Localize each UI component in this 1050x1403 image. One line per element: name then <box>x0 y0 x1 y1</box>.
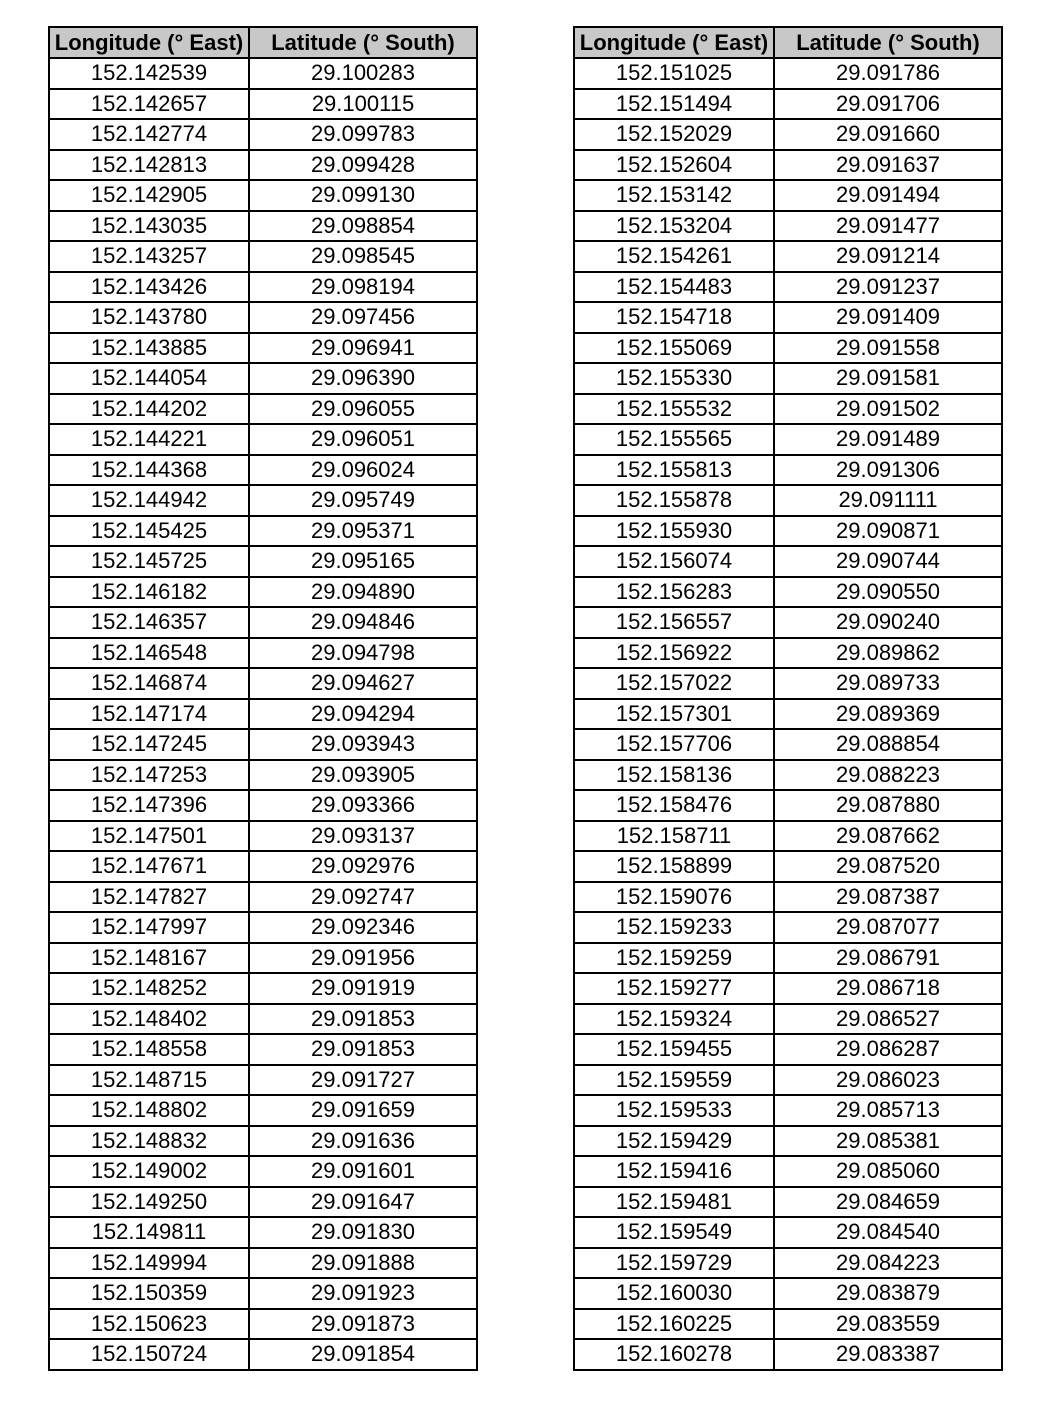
table-row <box>49 455 477 486</box>
latitude-cell: 29.090550 <box>774 577 1002 608</box>
longitude-cell: 152.143035 <box>49 211 249 242</box>
longitude-cell: 152.150623 <box>49 1309 249 1340</box>
longitude-cell: 152.144221 <box>49 424 249 455</box>
table-row <box>574 760 1002 791</box>
latitude-cell: 29.089733 <box>774 668 1002 699</box>
table-row <box>49 363 477 394</box>
latitude-cell: 29.091786 <box>774 58 1002 89</box>
longitude-cell: 152.159324 <box>574 1004 774 1035</box>
latitude-cell: 29.090240 <box>774 607 1002 638</box>
longitude-cell: 152.157301 <box>574 699 774 730</box>
coordinates-table-right <box>573 26 1003 1371</box>
table-row <box>49 577 477 608</box>
table-row <box>49 1309 477 1340</box>
table-row <box>49 302 477 333</box>
longitude-cell: 152.143885 <box>49 333 249 364</box>
latitude-cell: 29.084659 <box>774 1187 1002 1218</box>
longitude-cell: 152.155565 <box>574 424 774 455</box>
longitude-cell: 152.155878 <box>574 485 774 516</box>
latitude-cell: 29.087077 <box>774 912 1002 943</box>
latitude-cell: 29.096055 <box>249 394 477 425</box>
table-row <box>574 607 1002 638</box>
latitude-cell: 29.100283 <box>249 58 477 89</box>
latitude-cell: 29.091853 <box>249 1034 477 1065</box>
latitude-cell: 29.087387 <box>774 882 1002 913</box>
longitude-cell: 152.154261 <box>574 241 774 272</box>
table-row <box>574 272 1002 303</box>
latitude-cell: 29.086023 <box>774 1065 1002 1096</box>
table-row <box>574 211 1002 242</box>
latitude-cell: 29.088223 <box>774 760 1002 791</box>
latitude-cell: 29.086287 <box>774 1034 1002 1065</box>
longitude-cell: 152.144942 <box>49 485 249 516</box>
latitude-cell: 29.091647 <box>249 1187 477 1218</box>
table-row <box>49 58 477 89</box>
table-row <box>574 180 1002 211</box>
longitude-cell: 152.145425 <box>49 516 249 547</box>
table-row <box>574 516 1002 547</box>
table-row <box>574 1217 1002 1248</box>
longitude-cell: 152.149002 <box>49 1156 249 1187</box>
latitude-cell: 29.096024 <box>249 455 477 486</box>
table-row <box>49 424 477 455</box>
longitude-cell: 152.159729 <box>574 1248 774 1279</box>
longitude-cell: 152.159429 <box>574 1126 774 1157</box>
table-row <box>574 485 1002 516</box>
coordinates-table-left <box>48 26 478 1371</box>
latitude-cell: 29.086527 <box>774 1004 1002 1035</box>
latitude-cell: 29.095749 <box>249 485 477 516</box>
latitude-cell: 29.091306 <box>774 455 1002 486</box>
latitude-cell: 29.091237 <box>774 272 1002 303</box>
longitude-cell: 152.146357 <box>49 607 249 638</box>
latitude-cell: 29.085060 <box>774 1156 1002 1187</box>
latitude-cell: 29.091888 <box>249 1248 477 1279</box>
longitude-cell: 152.158711 <box>574 821 774 852</box>
latitude-cell: 29.095165 <box>249 546 477 577</box>
table-row <box>49 638 477 669</box>
longitude-cell: 152.154718 <box>574 302 774 333</box>
longitude-cell: 152.146182 <box>49 577 249 608</box>
latitude-cell: 29.083879 <box>774 1278 1002 1309</box>
longitude-cell: 152.160030 <box>574 1278 774 1309</box>
longitude-cell: 152.143780 <box>49 302 249 333</box>
longitude-cell: 152.148167 <box>49 943 249 974</box>
latitude-cell: 29.098854 <box>249 211 477 242</box>
latitude-cell: 29.096051 <box>249 424 477 455</box>
latitude-cell: 29.091409 <box>774 302 1002 333</box>
table-row <box>49 211 477 242</box>
longitude-cell: 152.143257 <box>49 241 249 272</box>
latitude-cell: 29.091214 <box>774 241 1002 272</box>
latitude-cell: 29.091854 <box>249 1339 477 1370</box>
longitude-cell: 152.142539 <box>49 58 249 89</box>
table-row <box>49 1156 477 1187</box>
table-row <box>574 1065 1002 1096</box>
latitude-cell: 29.088854 <box>774 729 1002 760</box>
longitude-cell: 152.155930 <box>574 516 774 547</box>
table-row <box>574 363 1002 394</box>
longitude-cell: 152.147671 <box>49 851 249 882</box>
longitude-cell: 152.160278 <box>574 1339 774 1370</box>
latitude-cell: 29.092747 <box>249 882 477 913</box>
longitude-cell: 152.156557 <box>574 607 774 638</box>
longitude-cell: 152.150359 <box>49 1278 249 1309</box>
longitude-header: Longitude (° East) <box>574 27 774 58</box>
latitude-cell: 29.095371 <box>249 516 477 547</box>
longitude-cell: 152.159277 <box>574 973 774 1004</box>
table-row <box>574 302 1002 333</box>
longitude-cell: 152.147396 <box>49 790 249 821</box>
table-row <box>574 821 1002 852</box>
latitude-cell: 29.091601 <box>249 1156 477 1187</box>
latitude-cell: 29.089862 <box>774 638 1002 669</box>
table-row <box>574 1126 1002 1157</box>
latitude-cell: 29.098194 <box>249 272 477 303</box>
table-row <box>574 424 1002 455</box>
latitude-cell: 29.093137 <box>249 821 477 852</box>
table-row <box>574 546 1002 577</box>
table-row <box>574 912 1002 943</box>
table-row <box>49 516 477 547</box>
latitude-cell: 29.096390 <box>249 363 477 394</box>
latitude-cell: 29.091873 <box>249 1309 477 1340</box>
longitude-cell: 152.152604 <box>574 150 774 181</box>
latitude-cell: 29.087520 <box>774 851 1002 882</box>
latitude-cell: 29.096941 <box>249 333 477 364</box>
table-row <box>49 272 477 303</box>
latitude-cell: 29.091494 <box>774 180 1002 211</box>
longitude-cell: 152.157706 <box>574 729 774 760</box>
longitude-cell: 152.148402 <box>49 1004 249 1035</box>
latitude-cell: 29.091637 <box>774 150 1002 181</box>
table-row <box>49 943 477 974</box>
longitude-cell: 152.150724 <box>49 1339 249 1370</box>
longitude-cell: 152.153142 <box>574 180 774 211</box>
latitude-cell: 29.091919 <box>249 973 477 1004</box>
longitude-cell: 152.156283 <box>574 577 774 608</box>
longitude-cell: 152.156074 <box>574 546 774 577</box>
longitude-cell: 152.159416 <box>574 1156 774 1187</box>
longitude-cell: 152.149994 <box>49 1248 249 1279</box>
latitude-cell: 29.086791 <box>774 943 1002 974</box>
latitude-cell: 29.089369 <box>774 699 1002 730</box>
latitude-cell: 29.094890 <box>249 577 477 608</box>
latitude-cell: 29.091956 <box>249 943 477 974</box>
latitude-cell: 29.091727 <box>249 1065 477 1096</box>
table-row <box>49 668 477 699</box>
table-row <box>574 973 1002 1004</box>
longitude-cell: 152.159481 <box>574 1187 774 1218</box>
longitude-cell: 152.155532 <box>574 394 774 425</box>
latitude-header: Latitude (° South) <box>774 27 1002 58</box>
latitude-cell: 29.090744 <box>774 546 1002 577</box>
latitude-cell: 29.084540 <box>774 1217 1002 1248</box>
table-row <box>574 729 1002 760</box>
table-row <box>49 821 477 852</box>
latitude-cell: 29.094846 <box>249 607 477 638</box>
longitude-cell: 152.151494 <box>574 89 774 120</box>
longitude-cell: 152.159455 <box>574 1034 774 1065</box>
table-row <box>574 58 1002 89</box>
table-row <box>49 699 477 730</box>
table-row <box>574 394 1002 425</box>
longitude-cell: 152.147174 <box>49 699 249 730</box>
table-row <box>574 1309 1002 1340</box>
table-row <box>49 1187 477 1218</box>
latitude-cell: 29.091489 <box>774 424 1002 455</box>
table-row <box>49 790 477 821</box>
longitude-cell: 152.151025 <box>574 58 774 89</box>
longitude-cell: 152.155813 <box>574 455 774 486</box>
table-row <box>49 394 477 425</box>
table-row <box>574 150 1002 181</box>
latitude-cell: 29.099428 <box>249 150 477 181</box>
table-row <box>574 1156 1002 1187</box>
latitude-cell: 29.093366 <box>249 790 477 821</box>
latitude-cell: 29.091636 <box>249 1126 477 1157</box>
table-row <box>49 760 477 791</box>
latitude-cell: 29.094294 <box>249 699 477 730</box>
longitude-cell: 152.148558 <box>49 1034 249 1065</box>
table-row <box>49 180 477 211</box>
header-row <box>49 27 477 58</box>
longitude-cell: 152.159259 <box>574 943 774 974</box>
longitude-cell: 152.147997 <box>49 912 249 943</box>
latitude-cell: 29.093905 <box>249 760 477 791</box>
table-row <box>49 1034 477 1065</box>
table-row <box>49 1065 477 1096</box>
longitude-cell: 152.144202 <box>49 394 249 425</box>
table-row <box>49 851 477 882</box>
longitude-cell: 152.158476 <box>574 790 774 821</box>
longitude-cell: 152.152029 <box>574 119 774 150</box>
longitude-cell: 152.147253 <box>49 760 249 791</box>
table-row <box>49 973 477 1004</box>
longitude-cell: 152.142813 <box>49 150 249 181</box>
longitude-cell: 152.147245 <box>49 729 249 760</box>
table-row <box>49 729 477 760</box>
longitude-cell: 152.149811 <box>49 1217 249 1248</box>
table-row <box>574 333 1002 364</box>
latitude-cell: 29.085381 <box>774 1126 1002 1157</box>
table-row <box>49 150 477 181</box>
latitude-cell: 29.091581 <box>774 363 1002 394</box>
longitude-cell: 152.147501 <box>49 821 249 852</box>
longitude-header: Longitude (° East) <box>49 27 249 58</box>
table-row <box>574 851 1002 882</box>
table-row <box>49 89 477 120</box>
latitude-cell: 29.099783 <box>249 119 477 150</box>
table-row <box>574 241 1002 272</box>
latitude-cell: 29.090871 <box>774 516 1002 547</box>
latitude-cell: 29.086718 <box>774 973 1002 1004</box>
table-row <box>49 1217 477 1248</box>
latitude-cell: 29.087880 <box>774 790 1002 821</box>
latitude-cell: 29.085713 <box>774 1095 1002 1126</box>
longitude-cell: 152.144368 <box>49 455 249 486</box>
latitude-cell: 29.094627 <box>249 668 477 699</box>
longitude-cell: 152.149250 <box>49 1187 249 1218</box>
table-row <box>49 333 477 364</box>
table-row <box>574 668 1002 699</box>
longitude-cell: 152.146548 <box>49 638 249 669</box>
table-row <box>49 1126 477 1157</box>
latitude-cell: 29.092976 <box>249 851 477 882</box>
table-row <box>574 1339 1002 1370</box>
latitude-header: Latitude (° South) <box>249 27 477 58</box>
latitude-cell: 29.091502 <box>774 394 1002 425</box>
longitude-cell: 152.145725 <box>49 546 249 577</box>
latitude-cell: 29.091477 <box>774 211 1002 242</box>
latitude-cell: 29.091853 <box>249 1004 477 1035</box>
table-row <box>574 1278 1002 1309</box>
longitude-cell: 152.148252 <box>49 973 249 1004</box>
latitude-cell: 29.091111 <box>774 485 1002 516</box>
latitude-cell: 29.084223 <box>774 1248 1002 1279</box>
latitude-cell: 29.091659 <box>249 1095 477 1126</box>
latitude-cell: 29.097456 <box>249 302 477 333</box>
table-row <box>49 1095 477 1126</box>
longitude-cell: 152.158136 <box>574 760 774 791</box>
longitude-cell: 152.158899 <box>574 851 774 882</box>
latitude-cell: 29.093943 <box>249 729 477 760</box>
table-row <box>574 882 1002 913</box>
longitude-cell: 152.142905 <box>49 180 249 211</box>
longitude-cell: 152.155330 <box>574 363 774 394</box>
latitude-cell: 29.100115 <box>249 89 477 120</box>
longitude-cell: 152.159549 <box>574 1217 774 1248</box>
header-row <box>574 27 1002 58</box>
latitude-cell: 29.083559 <box>774 1309 1002 1340</box>
table-row <box>574 1034 1002 1065</box>
table-row <box>49 241 477 272</box>
table-row <box>574 89 1002 120</box>
longitude-cell: 152.146874 <box>49 668 249 699</box>
table-row <box>574 943 1002 974</box>
latitude-cell: 29.092346 <box>249 912 477 943</box>
longitude-cell: 152.159559 <box>574 1065 774 1096</box>
latitude-cell: 29.091923 <box>249 1278 477 1309</box>
longitude-cell: 152.159233 <box>574 912 774 943</box>
latitude-cell: 29.099130 <box>249 180 477 211</box>
table-row <box>49 1004 477 1035</box>
longitude-cell: 152.142657 <box>49 89 249 120</box>
longitude-cell: 152.148832 <box>49 1126 249 1157</box>
latitude-cell: 29.091706 <box>774 89 1002 120</box>
longitude-cell: 152.155069 <box>574 333 774 364</box>
table-row <box>49 882 477 913</box>
table-row <box>49 485 477 516</box>
table-row <box>49 607 477 638</box>
longitude-cell: 152.156922 <box>574 638 774 669</box>
table-row <box>49 1248 477 1279</box>
latitude-cell: 29.094798 <box>249 638 477 669</box>
table-row <box>574 638 1002 669</box>
table-row <box>49 912 477 943</box>
table-row <box>574 119 1002 150</box>
table-row <box>574 1004 1002 1035</box>
latitude-cell: 29.098545 <box>249 241 477 272</box>
table-row <box>574 577 1002 608</box>
longitude-cell: 152.153204 <box>574 211 774 242</box>
longitude-cell: 152.142774 <box>49 119 249 150</box>
longitude-cell: 152.144054 <box>49 363 249 394</box>
latitude-cell: 29.091830 <box>249 1217 477 1248</box>
longitude-cell: 152.148802 <box>49 1095 249 1126</box>
longitude-cell: 152.148715 <box>49 1065 249 1096</box>
latitude-cell: 29.083387 <box>774 1339 1002 1370</box>
table-row <box>49 1339 477 1370</box>
longitude-cell: 152.159533 <box>574 1095 774 1126</box>
latitude-cell: 29.091558 <box>774 333 1002 364</box>
longitude-cell: 152.159076 <box>574 882 774 913</box>
longitude-cell: 152.143426 <box>49 272 249 303</box>
table-row <box>49 546 477 577</box>
table-row <box>574 790 1002 821</box>
longitude-cell: 152.157022 <box>574 668 774 699</box>
longitude-cell: 152.154483 <box>574 272 774 303</box>
table-row <box>574 1095 1002 1126</box>
latitude-cell: 29.087662 <box>774 821 1002 852</box>
latitude-cell: 29.091660 <box>774 119 1002 150</box>
table-row <box>49 1278 477 1309</box>
longitude-cell: 152.147827 <box>49 882 249 913</box>
table-row <box>574 1187 1002 1218</box>
table-row <box>574 699 1002 730</box>
table-row <box>574 1248 1002 1279</box>
table-row <box>49 119 477 150</box>
table-row <box>574 455 1002 486</box>
longitude-cell: 152.160225 <box>574 1309 774 1340</box>
